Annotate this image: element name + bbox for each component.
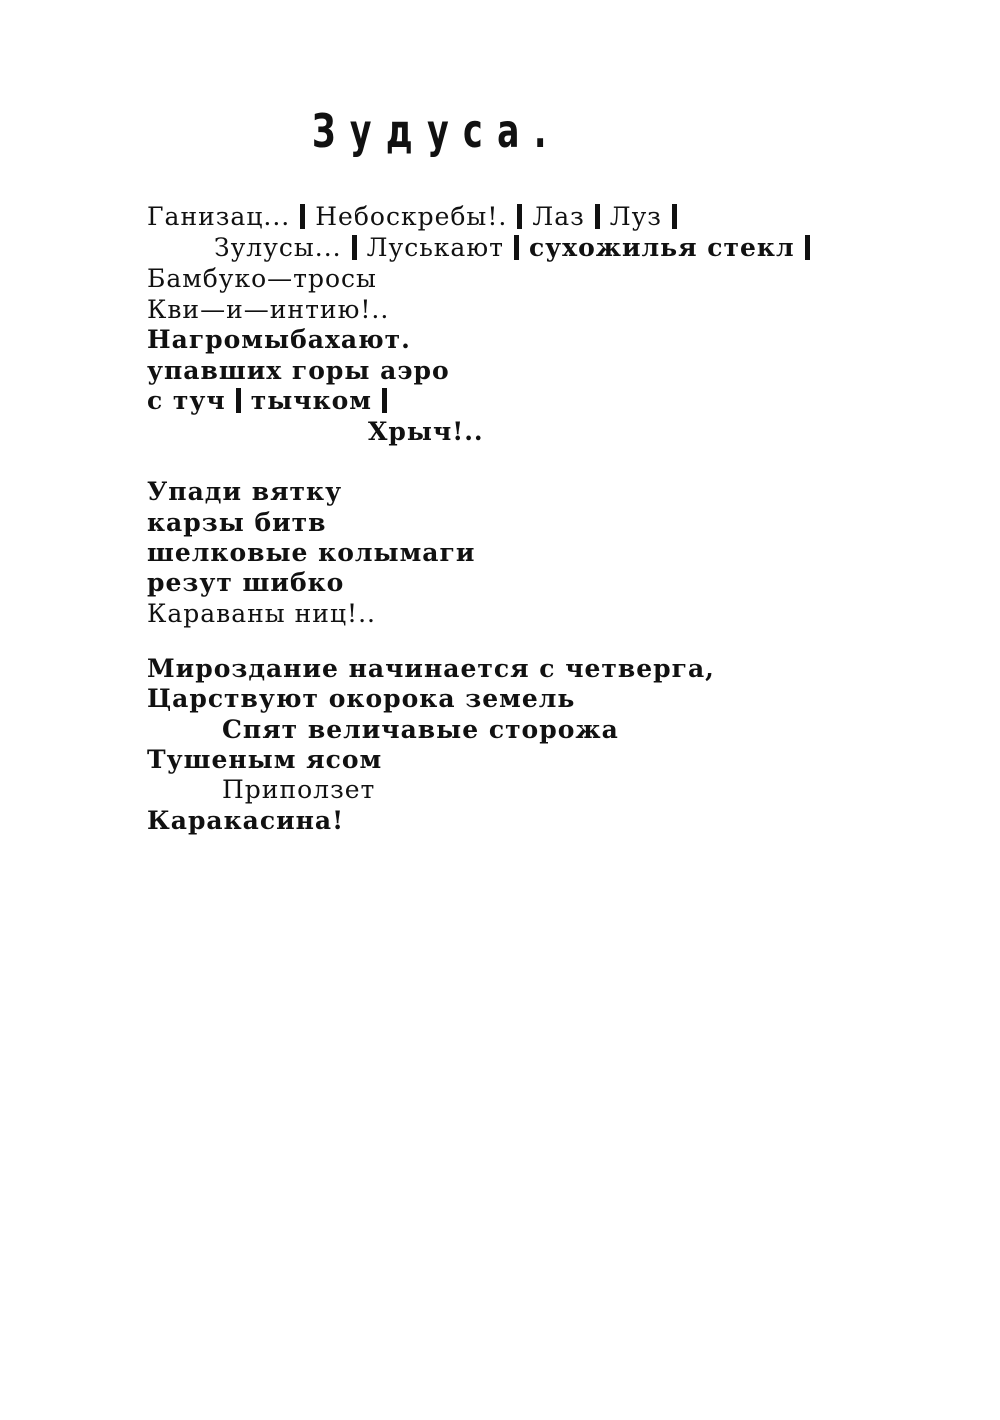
line-segment: Луськают [366, 233, 504, 262]
poem-line: Каракасина! [147, 806, 345, 835]
line-segment: тычком [250, 386, 373, 415]
poem-line: Упади вятку [147, 477, 343, 506]
poem-line: Тушеным ясом [147, 745, 383, 774]
poem-line: Кви—и—интию!.. [147, 295, 390, 324]
poem-line: упавших горы аэро [147, 356, 450, 385]
poem-line [214, 233, 820, 263]
line-segment: сухожилья стекл [528, 233, 795, 262]
poem-line: Караваны ниц!.. [147, 599, 376, 628]
poem-line: Приползет [222, 775, 376, 804]
vertical-bar-separator [514, 235, 519, 260]
poem-line: Бамбуко—тросы [147, 264, 377, 293]
line-segment: Зулусы... [214, 233, 342, 262]
poem-line: Нагромыбахают. [147, 325, 411, 354]
poem-line: Спят величавые сторожа [222, 715, 619, 744]
vertical-bar-separator [382, 388, 387, 413]
vertical-bar-separator [672, 204, 677, 229]
poem-line: Царствуют окорока земель [147, 684, 576, 713]
line-segment: Небоскребы!. [315, 202, 508, 231]
vertical-bar-separator [595, 204, 600, 229]
poem-line [147, 202, 687, 232]
vertical-bar-separator [236, 388, 241, 413]
poem-line: Хрыч!.. [368, 417, 484, 446]
line-segment: Лаз [532, 202, 585, 231]
vertical-bar-separator [352, 235, 357, 260]
poem-line: шелковые колымаги [147, 538, 476, 567]
poem-title: Зудуса. [312, 104, 561, 158]
vertical-bar-separator [805, 235, 810, 260]
poem-line: резут шибко [147, 568, 345, 597]
line-segment: Ганизац... [147, 202, 291, 231]
line-segment: Луз [609, 202, 662, 231]
poem-line [147, 386, 397, 416]
poem-line: карзы битв [147, 508, 327, 537]
vertical-bar-separator [300, 204, 305, 229]
poem-line: Мироздание начинается с четверга, [147, 654, 715, 683]
vertical-bar-separator [517, 204, 522, 229]
line-segment: с туч [147, 386, 226, 415]
